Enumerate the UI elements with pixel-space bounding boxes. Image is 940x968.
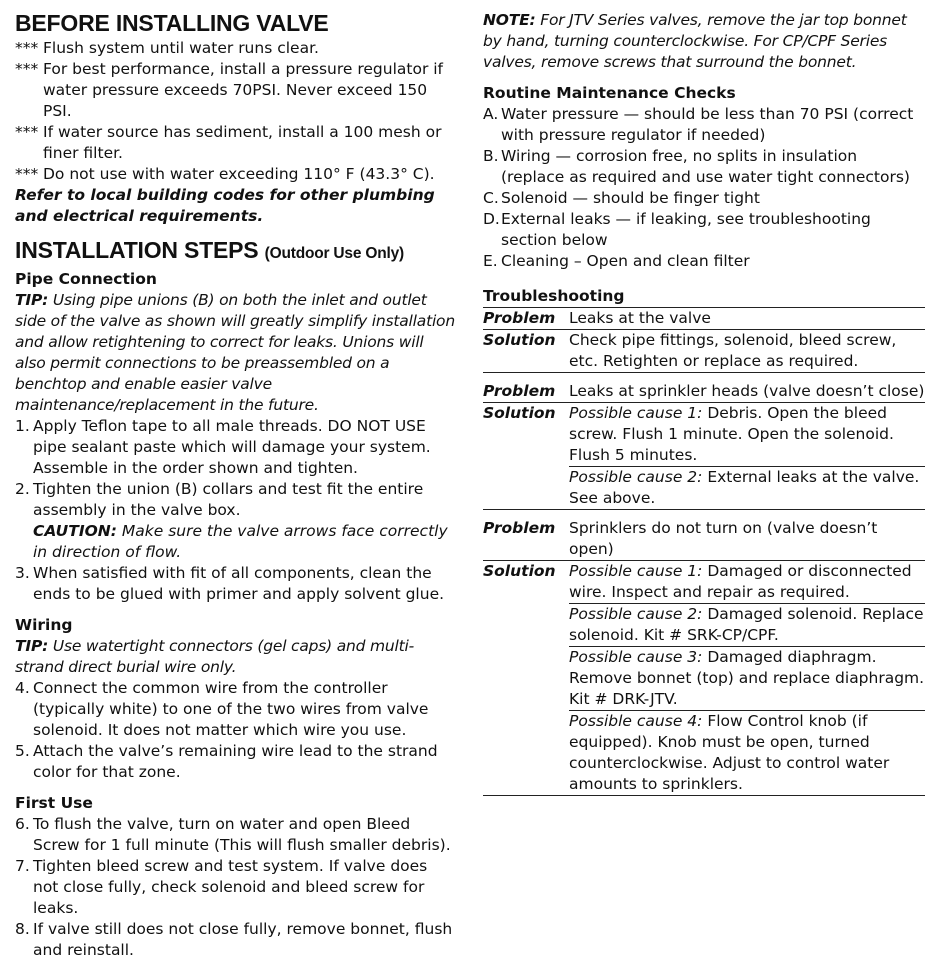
step-text: Apply Teflon tape to all male threads. DO NOT USE pipe sealant paste which will damage your system. Assemble in the order shown and tighten.	[33, 417, 431, 477]
check-text: External leaks — if leaking, see troubleshooting section below	[501, 210, 871, 249]
check-item	[483, 188, 925, 209]
maintenance-list	[483, 104, 925, 272]
step-text: When satisfied with fit of all components, clean the ends to be glued with primer and apply solvent glue.	[33, 564, 445, 603]
solution-causes	[569, 561, 925, 795]
maintenance-heading: Routine Maintenance Checks	[483, 84, 736, 102]
check-letter: D.	[483, 210, 500, 228]
problem-row	[483, 308, 925, 330]
caution-text: Make sure the valve arrows face correctly in direction of flow.	[33, 522, 448, 561]
problem-text: Sprinklers do not turn on (valve doesn’t open)	[569, 519, 878, 558]
before-installing-heading: BEFORE INSTALLING VALVE	[15, 10, 329, 36]
step-item	[15, 416, 457, 479]
solution-causes	[569, 403, 925, 509]
bullet-text: Do not use with water exceeding 110° F (43.3° C).	[43, 165, 435, 183]
solution-row	[483, 330, 925, 372]
bullet-mark: ***	[15, 165, 39, 183]
step-text: If valve still does not close fully, remove bonnet, flush and reinstall.	[33, 920, 453, 959]
check-item	[483, 251, 925, 272]
cause-text: Flow Control knob (if equipped). Knob must be open, turned counterclockwise. Adjust to control water amounts to sprinklers.	[569, 712, 890, 793]
note-text: For JTV Series valves, remove the jar top bonnet by hand, turning counterclockwise. For CP/CPF Series valves, remove screws that surround the bonnet.	[483, 11, 907, 71]
check-text: Cleaning – Open and clean filter	[501, 252, 750, 270]
right-column	[483, 10, 925, 804]
step-item	[15, 563, 457, 605]
wiring-steps	[15, 678, 457, 783]
cause-item	[569, 604, 925, 647]
wiring-heading: Wiring	[15, 616, 73, 634]
cause-item	[569, 403, 925, 467]
bullet-mark: ***	[15, 123, 39, 141]
check-item	[483, 209, 925, 251]
problem-label: Problem	[483, 309, 556, 327]
cause-text: External leaks at the valve. See above.	[569, 468, 920, 507]
check-text: Wiring — corrosion free, no splits in insulation (replace as required and use water tight connectors)	[501, 147, 910, 186]
problem-label: Problem	[483, 519, 556, 537]
cause-label: Possible cause 1:	[569, 562, 703, 580]
solution-label: Solution	[483, 404, 556, 422]
caution-label: CAUTION:	[33, 522, 117, 540]
step-item	[15, 479, 457, 563]
cause-item	[569, 711, 925, 795]
cause-text: Damaged diaphragm. Remove bonnet (top) and replace diaphragm. Kit # DRK-JTV.	[569, 648, 925, 708]
bullet-text: If water source has sediment, install a 100 mesh or finer filter.	[43, 123, 442, 162]
step-number: 5.	[15, 742, 30, 760]
step-text: Attach the valve’s remaining wire lead to the strand color for that zone.	[33, 742, 438, 781]
first-use-steps	[15, 814, 457, 961]
step-number: 4.	[15, 679, 30, 697]
solution-label: Solution	[483, 331, 556, 349]
pipe-tip	[15, 290, 457, 416]
step-number: 8.	[15, 920, 30, 938]
step-item	[15, 814, 457, 856]
installation-heading	[15, 237, 457, 267]
installation-subtitle: (Outdoor Use Only)	[264, 245, 404, 262]
pipe-connection-heading: Pipe Connection	[15, 270, 157, 288]
tip-text: Use watertight connectors (gel caps) and multi-strand direct burial wire only.	[15, 637, 415, 676]
problem-text: Leaks at the valve	[569, 309, 711, 327]
check-letter: C.	[483, 189, 499, 207]
bullet-mark: ***	[15, 39, 39, 57]
cause-text: Damaged solenoid. Replace solenoid. Kit # SRK-CP/CPF.	[569, 605, 924, 644]
step-item	[15, 856, 457, 919]
bullet-text: For best performance, install a pressure regulator if water pressure exceeds 70PSI. Never exceed 150 PSI.	[43, 60, 444, 120]
cause-label: Possible cause 2:	[569, 605, 703, 623]
bullet-mark: ***	[15, 60, 39, 78]
check-letter: A.	[483, 105, 499, 123]
cause-item	[569, 467, 925, 509]
pipe-steps	[15, 416, 457, 605]
first-use-heading: First Use	[15, 794, 93, 812]
check-text: Solenoid — should be finger tight	[501, 189, 760, 207]
step-number: 2.	[15, 480, 30, 498]
troubleshooting-block	[483, 518, 925, 796]
bullet-text: Flush system until water runs clear.	[43, 39, 319, 57]
step-text: Connect the common wire from the controller (typically white) to one of the two wires from valve solenoid. It does not matter which wire you use.	[33, 679, 429, 739]
problem-label: Problem	[483, 382, 556, 400]
solution-row	[483, 403, 925, 509]
check-item	[483, 146, 925, 188]
left-column	[15, 10, 457, 961]
tip-label: TIP:	[15, 291, 49, 309]
installation-title: INSTALLATION STEPS	[15, 237, 259, 263]
step-2-body	[33, 479, 457, 563]
bullet-item	[15, 122, 457, 164]
check-letter: B.	[483, 147, 499, 165]
cause-label: Possible cause 2:	[569, 468, 703, 486]
solution-row	[483, 561, 925, 795]
step-text: To flush the valve, turn on water and open Bleed Screw for 1 full minute (This will flush smaller debris).	[33, 815, 451, 854]
cause-item	[569, 561, 925, 604]
tip-text: Using pipe unions (B) on both the inlet and outlet side of the valve as shown will greatly simplify installation and allow retightening to correct for leaks. Unions will also permit connections to be preassembled on a benchtop and enable easier valve maintenance/replacement in the future.	[15, 291, 455, 414]
step-item	[15, 678, 457, 741]
problem-row	[483, 381, 925, 403]
problem-row	[483, 518, 925, 561]
step-text: Tighten the union (B) collars and test fit the entire assembly in the valve box.	[33, 480, 424, 519]
troubleshooting-block	[483, 308, 925, 373]
bullet-item	[15, 59, 457, 122]
bullet-item	[15, 164, 457, 185]
problem-text: Leaks at sprinkler heads (valve doesn’t close)	[569, 382, 925, 400]
bonnet-note	[483, 10, 925, 73]
cause-text: Damaged or disconnected wire. Inspect and repair as required.	[569, 562, 912, 601]
note-label: NOTE:	[483, 11, 536, 29]
step-number: 7.	[15, 857, 30, 875]
troubleshooting-heading: Troubleshooting	[483, 286, 925, 308]
bullet-item	[15, 38, 457, 59]
wiring-tip	[15, 636, 457, 678]
step-text: Tighten bleed screw and test system. If valve does not close fully, check solenoid and bleed screw for leaks.	[33, 857, 428, 917]
cause-text: Debris. Open the bleed screw. Flush 1 minute. Open the solenoid. Flush 5 minutes.	[569, 404, 894, 464]
check-text: Water pressure — should be less than 70 PSI (correct with pressure regulator if needed)	[501, 105, 914, 144]
step-item	[15, 741, 457, 783]
cause-label: Possible cause 4:	[569, 712, 703, 730]
before-bullets	[15, 38, 457, 185]
cause-label: Possible cause 1:	[569, 404, 703, 422]
check-item	[483, 104, 925, 146]
step-item	[15, 919, 457, 961]
cause-item	[569, 647, 925, 711]
tip-label: TIP:	[15, 637, 49, 655]
solution-text: Check pipe fittings, solenoid, bleed screw, etc. Retighten or replace as required.	[569, 331, 897, 370]
step-number: 6.	[15, 815, 30, 833]
step-number: 3.	[15, 564, 30, 582]
solution-label: Solution	[483, 562, 556, 580]
caution-note	[33, 521, 457, 563]
codes-note: Refer to local building codes for other plumbing and electrical requirements.	[15, 186, 435, 225]
step-number: 1.	[15, 417, 30, 435]
troubleshooting-block	[483, 381, 925, 510]
cause-label: Possible cause 3:	[569, 648, 703, 666]
check-letter: E.	[483, 252, 498, 270]
